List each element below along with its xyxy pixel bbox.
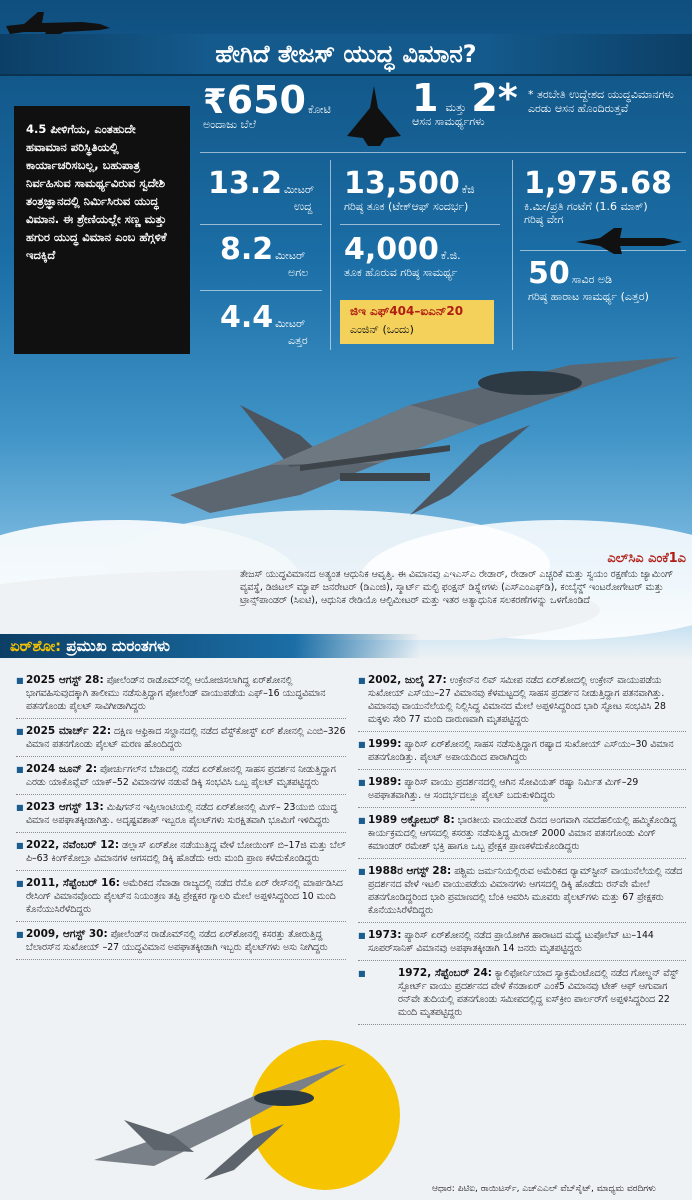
height-stat xyxy=(220,302,308,347)
event-item xyxy=(358,674,686,732)
divider xyxy=(200,290,322,291)
height-value: 4.4 xyxy=(220,300,274,335)
small-jet-photo xyxy=(84,1040,360,1190)
event-item xyxy=(16,839,346,871)
width-label: ಅಗಲ xyxy=(288,266,309,279)
price-unit: ಕೋಟಿ xyxy=(308,103,331,116)
events-left-column xyxy=(16,674,346,966)
airshow-header xyxy=(0,634,420,658)
divider xyxy=(330,160,331,350)
length-value: 13.2 xyxy=(208,166,283,201)
airshow-title xyxy=(10,637,170,655)
event-item xyxy=(16,928,346,960)
event-text: ದಕ್ಷಿಣ ಆಫ್ರಿಕಾದ ಸಲ್ದಾನದಲ್ಲಿ ನಡೆದ ವೆಸ್ಟ್‌ಕೋಸ್ಟ್ ಏರ್ ಶೋನಲ್ಲಿ ಎಂಬಿ–326 ವಿಮಾನ ಪತನಗೊಂಡು ಪೈಲಟ್ ಮರಣ ಹೊಂದಿದ್ದರು xyxy=(26,726,346,750)
ceiling-stat xyxy=(528,258,688,303)
seats-label: ಆಸನ ಸಾಮರ್ಥ್ಯಗಳು xyxy=(412,115,485,128)
payload-label: ತೂಕ ಹೊರುವ ಗರಿಷ್ಠ ಸಾಮರ್ಥ್ಯ xyxy=(344,266,458,279)
event-date: 2023 ಆಗಸ್ಟ್ 13: xyxy=(26,801,104,813)
event-item xyxy=(16,763,346,795)
speed-label: ಗರಿಷ್ಠ ವೇಗ xyxy=(524,213,564,226)
divider xyxy=(200,224,322,225)
event-text: ಅಮೆರಿಕದ ನೆವಾಡಾ ರಾಜ್ಯದಲ್ಲಿ ನಡೆದ ರೆನೊ ಏರ್ ರೇಸ್‌ನಲ್ಲಿ ಮಾರ್ಪಡಿಸಿದ ರೇಸಿಂಗ್ ವಿಮಾನವೊಂದು ಪೈಲಟ್‌ನ ನಿಯಂತ್ರಣ ತಪ್ಪಿ ಪ್ರೇಕ್ಷಕರ ಗ್ಯಾಲರಿ ಮೇಲೆ ಅಪ್ಪಳಿಸಿದ್ದರಿಂದ 10 ಮಂದಿ ಕೊನೆಯುಸಿರೆಳೆದಿದ್ದರು xyxy=(26,878,343,915)
event-item xyxy=(358,967,686,1025)
ceiling-unit: ಸಾವಿರ ಅಡಿ xyxy=(571,273,613,286)
airshow-title-highlight: ಏರ್‌ಶೋ: xyxy=(10,637,62,655)
event-item xyxy=(358,865,686,923)
event-text: ಭಾರತೀಯ ವಾಯುಪಡೆ ದಿನದ ಅಂಗವಾಗಿ ನವದೆಹಲಿಯಲ್ಲಿ ಹಮ್ಮಿಕೊಂಡಿದ್ದ ಕಾರ್ಯಕ್ರಮದಲ್ಲಿ ಆಗಸದಲ್ಲಿ ಕಸರತ್ತು ನಡೆಸುತ್ತಿದ್ದ ಮಿರಾಜ್ 2000 ವಿಮಾನ ಪತನಗೊಂಡು ವಿಂಗ್ ಕಮಾಂಡರ್ ರಮೇಶ್ ಭಕ್ತಿ ಹಾಗೂ ಒಬ್ಬ ಪ್ರೇಕ್ಷಕ ಪ್ರಾಣಕಳೆದುಕೊಂಡಿದ್ದರು xyxy=(368,815,677,852)
event-text: ಪ್ಯಾರಿಸ್ ಏರ್‌ಶೋನಲ್ಲಿ ನಡೆದ ಪ್ರಾಯೋಗಿಕ ಹಾರಾಟದ ಮಧ್ಯೆ ಟುಪೊಲೆವ್ ಟು–144 ಸೂಪರ್‌ಸಾನಿಕ್ ವಿಮಾನವು ಅಪಘಾತಕ್ಕೀಡಾಗಿ 14 ಜನರು ಮೃತಪಟ್ಟಿದ್ದರು xyxy=(368,930,654,954)
event-date: 2002, ಜುಲೈ 27: xyxy=(368,674,447,686)
seats-value-2: 2* xyxy=(471,76,518,120)
seats-note: * ತರಬೇತಿ ಉದ್ದೇಶದ ಯುದ್ಧವಿಮಾನಗಳು ಎರಡು ಆಸನ ಹೊಂದಿರುತ್ತವೆ xyxy=(528,88,674,115)
event-item xyxy=(16,674,346,719)
event-text: ಕ್ಯಾಲಿಫೋರ್ನಿಯಾದ ಸ್ಯಾಕ್ರಮೆಂಟೊದಲ್ಲಿ ನಡೆದ ಗೋಲ್ಡನ್ ವೆಸ್ಟ್ ಸ್ಪೋರ್ಟ್ ವಾಯು ಪ್ರದರ್ಶನದ ವೇಳೆ ಕೆನಡಾಏರ್ ಎಂಕೆ5 ವಿಮಾನವು ಟೇಕ್ ಆಫ್ ಆಗುವಾಗ ರನ್‌ವೇ ತುದಿಯಲ್ಲಿ ಪತನಗೊಂಡು ಸಮೀಪದಲ್ಲಿದ್ದ ಐಸ್‌ಕ್ರೀಂ ಪಾರ್ಲರ್‌ಗೆ ಅಪ್ಪಳಿಸಿದ್ದರಿಂದ 22 ಮಂದಿ ಮೃತಪಟ್ಟಿದ್ದರು xyxy=(398,968,679,1018)
engine-label: ಎಂಜಿನ್ (ಒಂದು) xyxy=(350,323,414,336)
event-text: ಮಿಷಿಗನ್‌ನ ಇಪ್ಸಿಲಾಂಟಿಯಲ್ಲಿ ನಡೆದ ಏರ್‌ಶೋನಲ್ಲಿ ಮಿಗ್– 23ಯುಬಿ ಯುದ್ಧ ವಿಮಾನ ಅಪಘಾತಕ್ಕೀಡಾಗಿತ್ತು. ಅದೃಷ್ಟವಶಾತ್ ಇಬ್ಬರೂ ಪೈಲಟ್‌ಗಳು ಸುರಕ್ಷಿತವಾಗಿ ಭೂಮಿಗೆ ಇಳಿದಿದ್ದರು xyxy=(26,802,338,826)
height-unit: ಮೀಟರ್ xyxy=(275,317,306,330)
divider xyxy=(200,152,686,153)
event-date: 1973: xyxy=(368,929,402,941)
event-text: ಪೋಲೆಂಡ್‌ನ ರಾಡೊಮ್‌ನಲ್ಲಿ ನಡೆದ ಏರ್‌ಶೋನಲ್ಲಿ ಕಸರತ್ತು ತೋರುತ್ತಿದ್ದ ಬೆಲಾರಸ್‌ನ ಸುಖೋಯ್ –27 ಯುದ್ಧವಿಮಾನ ಅಪಘಾತಕ್ಕೀಡಾಗಿ ಇಬ್ಬರು ಪೈಲಟ್‌ಗಳು ಅಸು ನೀಗಿದ್ದರು xyxy=(26,929,328,953)
event-date: 2011, ಸೆಪ್ಟೆಂಬರ್ 16: xyxy=(26,877,120,889)
page-title: ಹೇಗಿದೆ ತೇಜಸ್ ಯುದ್ಧ ವಿಮಾನ? xyxy=(215,40,477,68)
event-date: 2024 ಜೂನ್ 2: xyxy=(26,763,98,775)
event-text: ಪ್ಯಾರಿಸ್ ವಾಯು ಪ್ರದರ್ಶನದಲ್ಲಿ ಆಗಿನ ಸೋವಿಯತ್ ರಷ್ಯಾ ನಿರ್ಮಿತ ಮಿಗ್–29 ಅಪಘಾತವಾಗಿತ್ತು. ಆ ಸಂದರ್ಭದಲ್ಲೂ ಪೈಲಟ್ ಬದುಕುಳಿದಿದ್ದರು xyxy=(368,777,639,801)
seats-value-1: 1 xyxy=(412,76,439,120)
height-label: ಎತ್ತರ xyxy=(288,334,308,347)
takeoff-weight-stat xyxy=(344,168,475,213)
payload-unit: ಕೆ.ಜಿ. xyxy=(440,249,461,262)
price-label: ಅಂದಾಜು ಬೆಲೆ xyxy=(203,118,257,131)
ceiling-label: ಗರಿಷ್ಠ ಹಾರಾಟ ಸಾಮರ್ಥ್ಯ (ಎತ್ತರ) xyxy=(528,290,649,303)
delta-wing-icon xyxy=(345,84,403,148)
summary-box xyxy=(14,106,190,354)
event-date: 1999: xyxy=(368,738,402,750)
event-text: ಪಶ್ಚಿಮ ಜರ್ಮನಿಯಲ್ಲಿರುವ ಅಮೆರಿಕದ ರ್‍ಯಾಮ್‌ಸ್ಟೀನ್ ವಾಯುನೆಲೆಯಲ್ಲಿ ನಡೆದ ಪ್ರದರ್ಶನದ ವೇಳೆ ಇಟಲಿ ವಾಯುಪಡೆಯ ವಿಮಾನಗಳು ಆಗಸದಲ್ಲಿ ಡಿಕ್ಕಿ ಹೊಡೆದು ರನ್‌ವೇ ಮೇಲೆ ಪತನಗೊಂಡಿದ್ದರಿಂದ ಭಾರಿ ಪ್ರಮಾಣದಲ್ಲಿ ಬೆಂಕಿ ಆವರಿಸಿ ಮೂವರು ಪೈಲಟ್‌ಗಳು ಮತ್ತು 67 ಪ್ರೇಕ್ಷಕರು ಕೊನೆಯುಸಿರೆಳೆದಿದ್ದರು xyxy=(368,866,683,916)
airshow-title-rest: ಪ್ರಮುಖ ದುರಂತಗಳು xyxy=(61,637,170,655)
price-currency: ₹ xyxy=(203,82,227,122)
summary-text: 4.5 ಪೀಳಿಗೆಯ, ಎಂತಹುದೇ ಹವಾಮಾನ ಪರಿಸ್ಥಿತಿಯಲ್ಲಿ ಕಾರ್ಯಾಚರಿಸಬಲ್ಲ, ಬಹುಪಾತ್ರ ನಿರ್ವಹಿಸುವ ಸಾಮರ್ಥ್ಯವಿರುವ ಸ್ವದೇಶಿ ತಂತ್ರಜ್ಞಾನದಲ್ಲಿ ನಿರ್ಮಿಸಿರುವ ಯುದ್ಧ ವಿಮಾನ. ಈ ಶ್ರೇಣಿಯಲ್ಲೇ ಸಣ್ಣ ಮತ್ತು ಹಗುರ ಯುದ್ಧ ವಿಮಾನ ಎಂಬ ಹೆಗ್ಗಳಿಕೆ ಇದಕ್ಕಿದೆ xyxy=(26,122,167,262)
event-text: ಉಕ್ರೇನ್‌ನ ಲಿವ್ ಸಮೀಪ ನಡೆದ ಏರ್‌ಶೋದಲ್ಲಿ ಉಕ್ರೇನ್ ವಾಯುಪಡೆಯ ಸುಖೋಯ್ ಎಸ್‌ಯು–27 ವಿಮಾನವು ಕೆಳಮಟ್ಟದಲ್ಲಿ ಸಾಹಸ ಪ್ರದರ್ಶನ ನೀಡುತ್ತಿದ್ದಾಗ ಪತನವಾಗಿತ್ತು. ವಿಮಾನವು ವಾಯುನೆಲೆಯಲ್ಲಿ ನಿಲ್ಲಿಸಿದ್ದ ವಿಮಾನದ ಮೇಲೆ ಅಪ್ಪಳಿಸಿದ್ದರಿಂದ ಭಾರಿ ಸ್ಫೋಟ ಸಂಭವಿಸಿ 28 ಮಕ್ಕಳು ಸೇರಿ 77 ಮಂದಿ ದಾರುಣವಾಗಿ ಮೃತಪಟ್ಟಿದ್ದರು xyxy=(368,675,666,725)
event-item xyxy=(358,776,686,808)
event-text: ಡಲ್ಲಾಸ್ ಏರ್‌ಶೋ ನಡೆಯುತ್ತಿದ್ದ ವೇಳೆ ಬೋಯಿಂಗ್ ಬಿ–17ಜಿ ಮತ್ತು ಬೆಲ್ ಪಿ–63 ಕಿಂಗ್‌ಕೋಬ್ರಾ ವಿಮಾನಗಳ ಆಗಸದಲ್ಲಿ ಡಿಕ್ಕಿ ಹೊಡೆದು ಆರು ಮಂದಿ ಪ್ರಾಣ ಕಳೆದುಕೊಂಡಿದ್ದರು xyxy=(26,840,346,864)
event-date: 1988ರ ಆಗಸ್ಟ್ 28: xyxy=(368,865,452,877)
divider xyxy=(340,224,500,225)
price-value: 650 xyxy=(226,78,306,122)
seats-and: ಮತ್ತು xyxy=(445,101,467,114)
takeoff-weight-label: ಗರಿಷ್ಠ ತೂಕ (ಟೇಕ್‌ಆಫ್ ಸಂದರ್ಭ) xyxy=(344,200,469,213)
event-text: ಪ್ಯಾರಿಸ್ ಏರ್‌ಶೋನಲ್ಲಿ ಸಾಹಸ ನಡೆಸುತ್ತಿದ್ದಾಗ ರಷ್ಯಾದ ಸುಖೋಯ್ ಎಸ್‌ಯು–30 ವಿಮಾನ ಪತನಗೊಂಡಿತ್ತು. ಪೈಲಟ್ ಅಪಾಯದಿಂದ ಪಾರಾಗಿದ್ದರು xyxy=(368,739,674,763)
speed-value: 1,975.68 xyxy=(524,166,673,201)
ceiling-value: 50 xyxy=(528,256,570,291)
tejas-jet-photo xyxy=(150,345,692,545)
lca-title: ಎಲ್‌ಸಿಎ ಎಂಕೆ1ಎ xyxy=(607,551,686,566)
engine-name: ಜಿಇ ಎಫ್404–ಐಎನ್20 xyxy=(350,304,464,318)
event-item xyxy=(358,929,686,961)
event-item xyxy=(358,738,686,770)
speed-stat xyxy=(524,168,672,226)
width-stat xyxy=(220,234,308,279)
price-stat xyxy=(203,78,331,131)
lca-description: ತೇಜಸ್ ಯುದ್ಧವಿಮಾನದ ಅತ್ಯಂತ ಆಧುನಿಕ ಆವೃತ್ತಿ. ಈ ವಿಮಾನವು ಎಇಎಸ್‌ಎ ರೇಡಾರ್, ರೇಡಾರ್ ಎಚ್ಚರಿಕೆ ಮತ್ತು ಸ್ವಯಂ ರಕ್ಷಣೆಯ ಜ್ಯಾಮಿಂಗ್ ವ್ಯವಸ್ಥೆ, ಡಿಜಿಟಲ್ ಮ್ಯಾಪ್ ಜನರೇಟರ್ (ಡಿಎಂಜಿ), ಸ್ಮಾರ್ಟ್ ಮಲ್ಟಿ ಫಂಕ್ಷನ್ ಡಿಸ್ಪ್ಲೇಗಳು (ಎಸ್‌ಎಂಎಫ್‌ಡಿ), ಕಂಬೈನ್ಡ್ ಇಂಟರೋಗೇಟರ್ ಮತ್ತು ಟ್ರಾನ್ಸ್‌ಪಾಂಡರ್ (ಸಿಐಟಿ), ಆಧುನಿಕ ರೇಡಿಯೊ ಆಲ್ಟಿಮೀಟರ್ ಮತ್ತು ಇತರ ಅತ್ಯಾಧುನಿಕ ಸಲಕರಣೆಗಳನ್ನು ಒಳಗೊಂಡಿದೆ xyxy=(240,569,674,606)
event-item xyxy=(16,877,346,922)
mig-jet-icon xyxy=(574,224,684,258)
event-date: 2025 ಆಗಸ್ಟ್ 28: xyxy=(26,674,104,686)
source-credit: ಆಧಾರ: ಪಿಟಿಐ, ರಾಯಿಟರ್ಸ್, ಎಚ್‌ಎಎಲ್ ವೆಬ್‌ಸೈಟ್, ಮಾಧ್ಯಮ ವರದಿಗಳು xyxy=(432,1184,656,1194)
payload-stat xyxy=(344,234,461,279)
event-date: 2009, ಆಗಸ್ಟ್ 30: xyxy=(26,928,108,940)
event-date: 1989 ಅಕ್ಟೋಬರ್ 8: xyxy=(368,814,455,826)
event-date: 2025 ಮಾರ್ಚ್ 22: xyxy=(26,725,112,737)
takeoff-weight-value: 13,500 xyxy=(344,166,460,201)
payload-value: 4,000 xyxy=(344,232,439,267)
event-text: ಪೋರ್ಚುಗಲ್‌ನ ಬೆಜಾದಲ್ಲಿ ನಡೆದ ಏರ್‌ಶೋನಲ್ಲಿ ಸಾಹಸ ಪ್ರದರ್ಶನ ನೀಡುತ್ತಿದ್ದಾಗ ಎರಡು ಯಾಕೊವ್ಲೆವ್ ಯಾಕ್–52 ವಿಮಾನಗಳ ನಡುವೆ ಡಿಕ್ಕಿ ಸಂಭವಿಸಿ ಒಬ್ಬ ಪೈಲಟ್ ಮೃತಪಟ್ಟಿದ್ದರು xyxy=(26,764,336,788)
event-date: 2022, ನವೆಂಬರ್ 12: xyxy=(26,839,120,851)
width-unit: ಮೀಟರ್ xyxy=(275,249,306,262)
length-stat xyxy=(208,168,314,213)
event-date: 1972, ಸೆಪ್ಟೆಂಬರ್ 24: xyxy=(398,967,492,979)
engine-box xyxy=(340,300,494,344)
length-label: ಉದ್ದ xyxy=(294,200,313,213)
seats-stat xyxy=(412,76,518,128)
divider xyxy=(512,160,513,350)
event-item xyxy=(16,801,346,833)
event-item xyxy=(16,725,346,757)
event-item xyxy=(358,814,686,859)
speed-unit: ಕಿ.ಮೀ/ಪ್ರತಿ ಗಂಟೆಗೆ (1.6 ಮಾಕ್) xyxy=(524,200,648,213)
event-text: ಪೋಲೆಂಡ್‌ನ ರಾಡೊಮ್‌ನಲ್ಲಿ ಆಯೋಜಿಸಲಾಗಿದ್ದ ಏರ್‌ಶೋನಲ್ಲಿ ಭಾಗವಹಿಸುವುದಕ್ಕಾಗಿ ತಾಲೀಮು ನಡೆಸುತ್ತಿದ್ದಾಗ ಪೋಲೆಂಡ್ ವಾಯುಪಡೆಯ ಎಫ್–16 ಯುದ್ಧವಿಮಾನ ಪತನಗೊಂಡು ಪೈಲಟ್ ಸಾವಿಗೀಡಾಗಿದ್ದರು xyxy=(26,675,326,712)
width-value: 8.2 xyxy=(220,232,274,267)
event-date: 1989: xyxy=(368,776,402,788)
events-right-column xyxy=(358,674,686,1031)
takeoff-weight-unit: ಕೆಜಿ xyxy=(461,183,475,196)
length-unit: ಮೀಟರ್ xyxy=(284,183,315,196)
title-bar xyxy=(0,34,692,76)
